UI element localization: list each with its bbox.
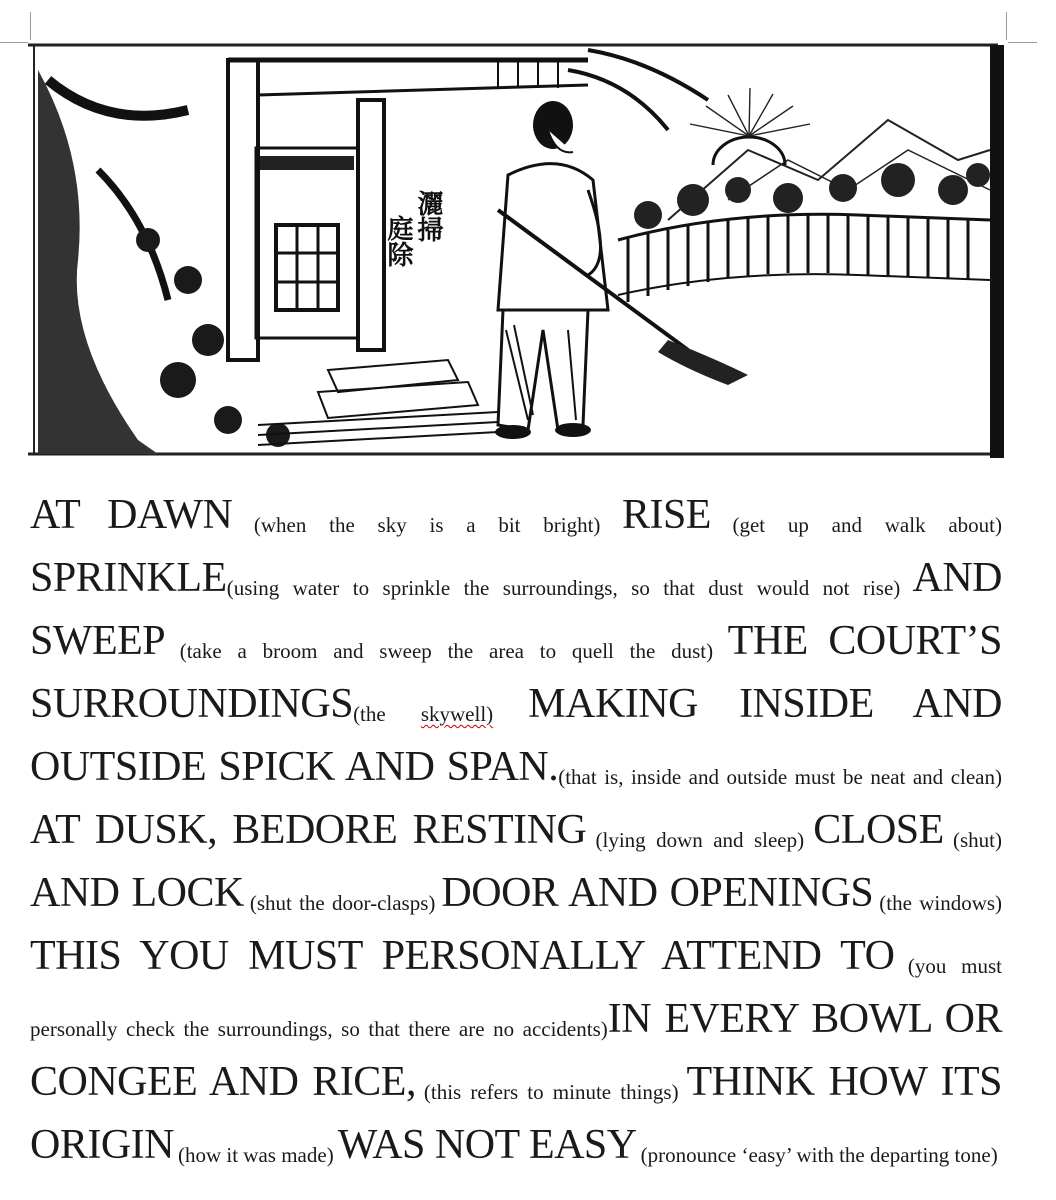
verse-phrase: MAKING INSIDE AND OUTSIDE SPICK AND SPAN. bbox=[30, 681, 1003, 790]
verse-phrase: AT DUSK, BEDORE RESTING bbox=[30, 807, 587, 853]
misspelled-gloss-word: skywell) bbox=[420, 702, 494, 726]
calligraphy-column-left: 庭除 bbox=[383, 215, 413, 267]
gloss: (get up and walk about) bbox=[732, 513, 1002, 537]
verse-paragraph bbox=[30, 488, 1002, 1181]
courtyard-sweeping-scene bbox=[28, 40, 1008, 460]
gloss: (pronounce ‘easy’ with the departing tone) bbox=[640, 1143, 998, 1167]
verse-phrase: IN EVERY BOWL OR CONGEE AND RICE, bbox=[30, 996, 1002, 1105]
gloss: (you must personally check the surroundings, so that there are no accidents) bbox=[30, 954, 1002, 1041]
verse-phrase: WAS NOT EASY bbox=[337, 1122, 637, 1168]
verse-phrase: CLOSE bbox=[813, 807, 944, 853]
gloss: (lying down and sleep) bbox=[595, 828, 805, 852]
gloss: (using water to sprinkle the surroundings, so that dust would not rise) bbox=[226, 576, 901, 600]
gloss: (shut) bbox=[953, 828, 1002, 852]
verse-phrase: DOOR AND OPENINGS bbox=[441, 870, 874, 916]
verse-phrase: AT DAWN bbox=[30, 492, 233, 538]
woodcut-illustration bbox=[28, 40, 1008, 460]
verse-phrase: RISE bbox=[621, 492, 711, 538]
verse-phrase: SPRINKLE bbox=[30, 555, 227, 601]
verse-phrase: AND LOCK bbox=[30, 870, 244, 916]
gloss: (shut the door-clasps) bbox=[249, 891, 436, 915]
verse-phrase: THIS YOU MUST PERSONALLY ATTEND TO bbox=[30, 933, 895, 979]
verse-text-block bbox=[30, 488, 1002, 1181]
gloss: (that is, inside and outside must be neat and clean) bbox=[558, 765, 1002, 789]
gloss: (how it was made) bbox=[177, 1143, 334, 1167]
gloss: (the bbox=[353, 702, 386, 726]
gloss: (take a broom and sweep the area to quell the dust) bbox=[179, 639, 714, 663]
crop-mark-top-right bbox=[1006, 12, 1037, 43]
calligraphy-column-right: 灑掃 bbox=[413, 190, 443, 242]
gloss: (this refers to minute things) bbox=[423, 1080, 679, 1104]
gloss: (when the sky is a bit bright) bbox=[253, 513, 601, 537]
verse-phrase: THINK HOW ITS ORIGIN bbox=[30, 1059, 1002, 1168]
crop-mark-top-left bbox=[0, 12, 31, 43]
gloss: (the windows) bbox=[879, 891, 1003, 915]
verse-phrase: THE COURT’S SURROUNDINGS bbox=[30, 618, 1003, 727]
verse-phrase: AND SWEEP bbox=[30, 555, 1003, 664]
